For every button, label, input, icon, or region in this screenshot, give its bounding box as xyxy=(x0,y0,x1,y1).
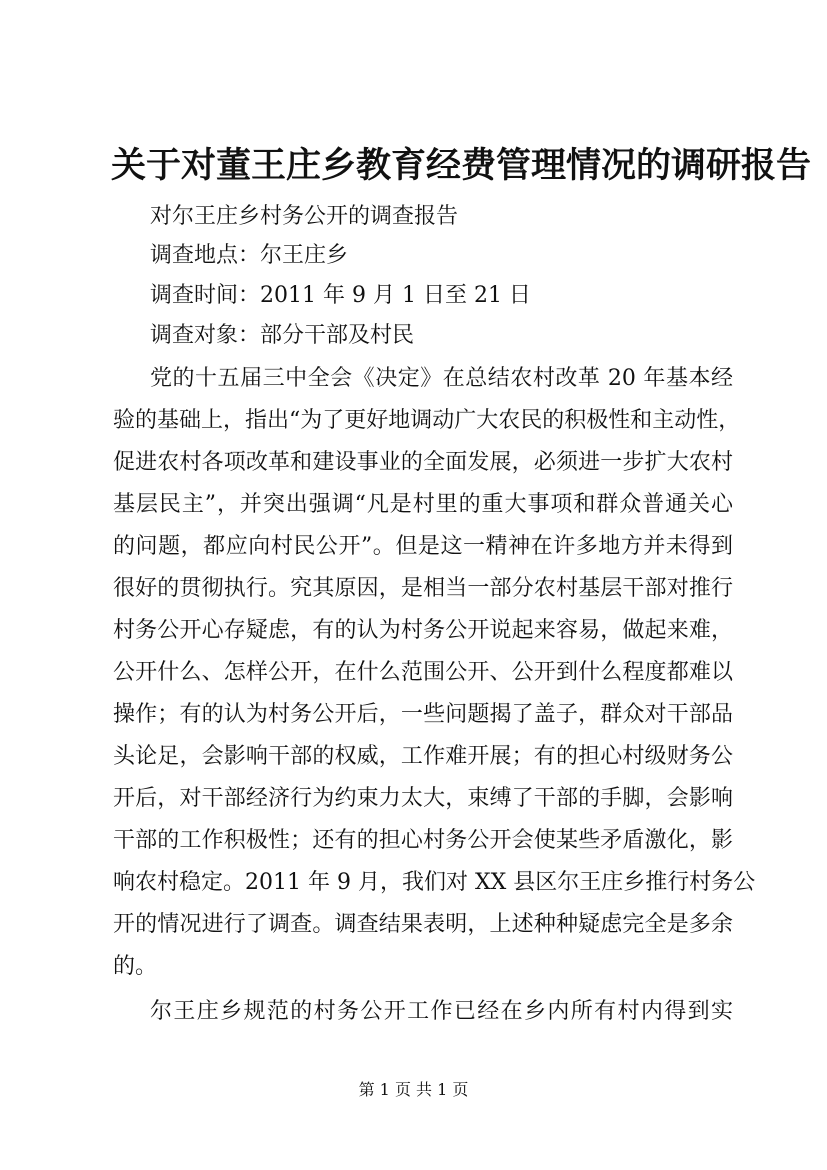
paragraph1-line: 干部的工作积极性；还有的担心村务公开会使某些矛盾激化，影 xyxy=(113,828,733,853)
paragraph1-line: 开的情况进行了调查。调查结果表明，上述种种疑虑完全是多余 xyxy=(113,912,733,937)
paragraph1-line: 开后，对干部经济行为约束力太大，束缚了干部的手脚，会影响 xyxy=(113,786,733,811)
paragraph1-line: 头论足，会影响干部的权威，工作难开展；有的担心村级财务公 xyxy=(113,744,733,769)
paragraph1-line: 村务公开心存疑虑，有的认为村务公开说起来容易，做起来难， xyxy=(113,618,733,643)
paragraph1-line: 很好的贯彻执行。究其原因，是相当一部分农村基层干部对推行 xyxy=(113,576,733,601)
paragraph1-line: 操作；有的认为村务公开后，一些问题揭了盖子，群众对干部品 xyxy=(113,702,733,727)
survey-location: 调查地点：尔王庄乡 xyxy=(150,243,349,268)
survey-time: 调查时间：2011 年 9 月 1 日至 21 日 xyxy=(150,283,531,308)
survey-subjects: 调查对象：部分干部及村民 xyxy=(150,323,415,348)
paragraph1-line: 党的十五届三中全会《决定》在总结农村改革 20 年基本经 xyxy=(150,366,733,391)
paragraph2-line: 尔王庄乡规范的村务公开工作已经在乡内所有村内得到实 xyxy=(150,999,733,1024)
paragraph1-line: 基层民主”，并突出强调“凡是村里的重大事项和群众普通关心 xyxy=(113,492,733,517)
document-title: 关于对董王庄乡教育经费管理情况的调研报告 xyxy=(111,145,812,186)
paragraph1-line: 验的基础上，指出“为了更好地调动广大农民的积极性和主动性， xyxy=(113,408,741,433)
report-subtitle: 对尔王庄乡村务公开的调查报告 xyxy=(150,204,459,229)
paragraph1-line: 响农村稳定。2011 年 9 月，我们对 XX 县区尔王庄乡推行村务公 xyxy=(113,870,756,895)
page-footer: 第 1 页 共 1 页 xyxy=(358,1080,469,1099)
paragraph1-line: 公开什么、怎样公开，在什么范围公开、公开到什么程度都难以 xyxy=(113,660,733,685)
paragraph1-line: 的问题，都应向村民公开”。但是这一精神在许多地方并未得到 xyxy=(113,534,733,559)
paragraph1-line: 促进农村各项改革和建设事业的全面发展，必须进一步扩大农村 xyxy=(113,450,733,475)
paragraph1-line: 的。 xyxy=(113,954,158,979)
